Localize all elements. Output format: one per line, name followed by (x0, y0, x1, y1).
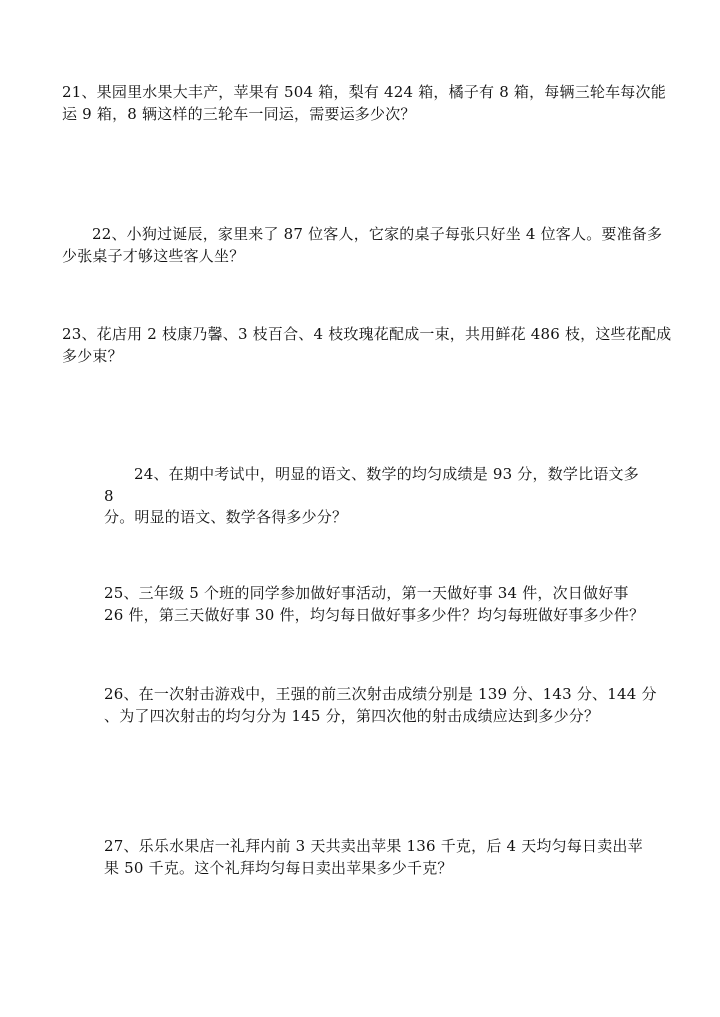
problem-22-line-1: 22、小狗过诞辰，家里来了 87 位客人，它家的桌子每张只好坐 4 位客人。要准备多 (92, 225, 663, 243)
problem-25-line-1: 25、三年级 5 个班的同学参加做好事活动，第一天做好事 34 件，次日做好事 (104, 584, 629, 602)
problem-26-line-1: 26、在一次射击游戏中，王强的前三次射击成绩分别是 139 分、143 分、144 分 (104, 685, 657, 703)
problem-24-line-3: 分。明显的语文、数学各得多少分？ (104, 508, 348, 526)
problem-26-line-2: 、为了四次射击的均匀分为 145 分，第四次他的射击成绩应达到多少分？ (104, 707, 600, 725)
problem-23-line-2: 多少束？ (62, 347, 123, 365)
problem-22-line-2: 少张桌子才够这些客人坐？ (62, 247, 245, 265)
problem-27-line-2: 果 50 千克。这个礼拜均匀每日卖出苹果多少千克？ (104, 859, 453, 877)
problem-25-line-2: 26 件，第三天做好事 30 件，均匀每日做好事多少件？均匀每班做好事多少件？ (104, 606, 645, 624)
problem-23-line-1: 23、花店用 2 枝康乃馨、3 枝百合、4 枝玫瑰花配成一束，共用鲜花 486 枝，这些花配成 (62, 325, 672, 343)
problem-27-line-1: 27、乐乐水果店一礼拜内前 3 天共卖出苹果 136 千克，后 4 天均匀每日卖出苹 (104, 837, 643, 855)
problem-21-line-1: 21、果园里水果大丰产，苹果有 504 箱，梨有 424 箱，橘子有 8 箱，每辆三轮车每次能 (62, 83, 666, 101)
problem-24-line-1: 24、在期中考试中，明显的语文、数学的均匀成绩是 93 分，数学比语文多 (134, 465, 639, 483)
problem-21-line-2: 运 9 箱，8 辆这样的三轮车一同运，需要运多少次？ (62, 105, 416, 123)
problem-24-line-2: 8 (104, 487, 114, 505)
